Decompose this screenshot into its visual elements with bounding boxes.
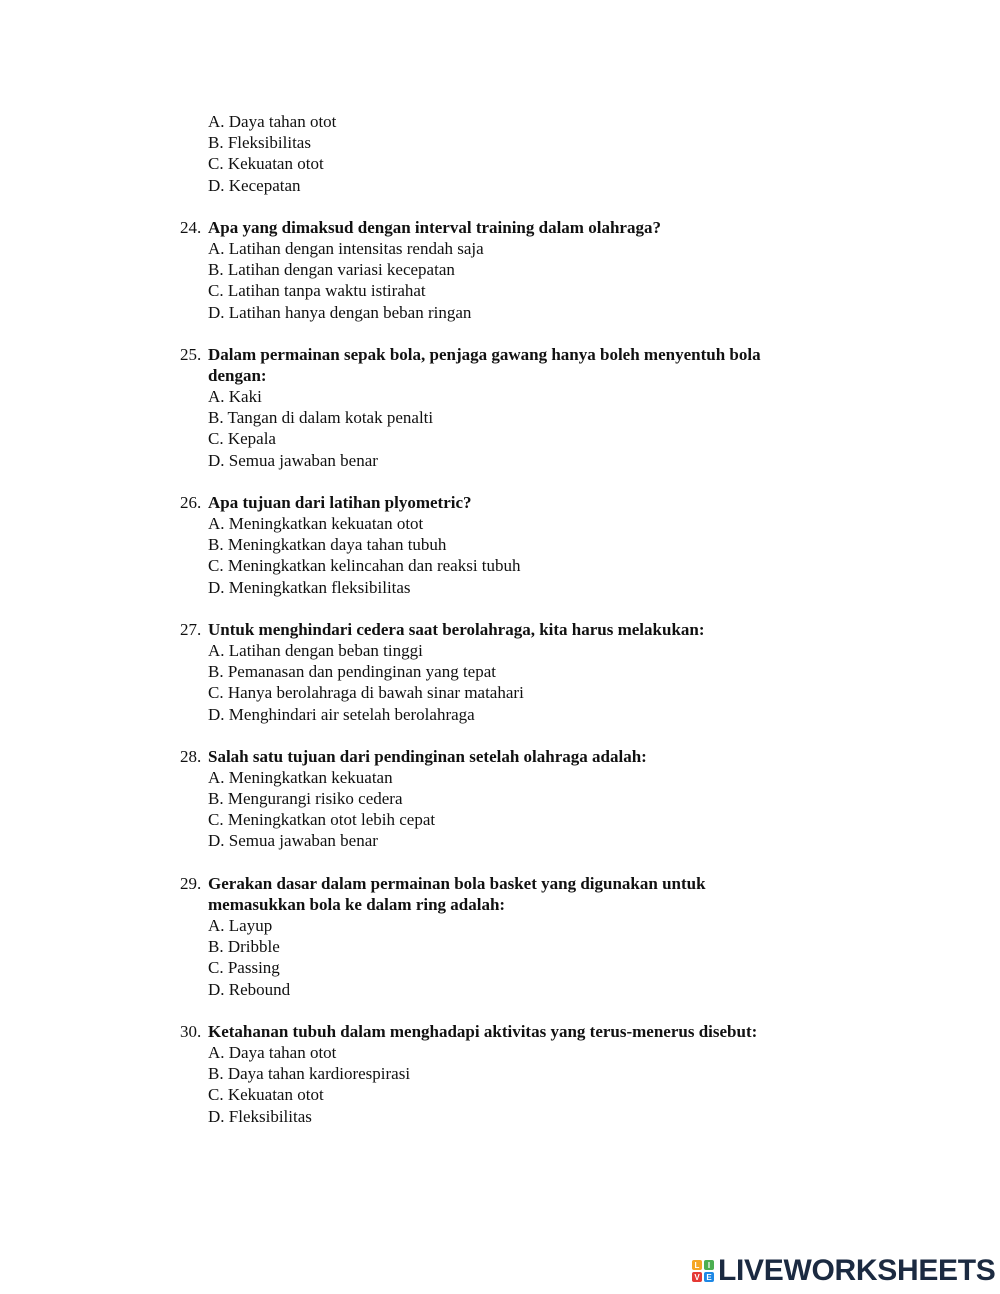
option-item: B. Fleksibilitas: [208, 133, 311, 153]
option-item: B. Meningkatkan daya tahan tubuh: [208, 535, 447, 555]
option-item: A. Latihan dengan intensitas rendah saja: [208, 238, 484, 258]
worksheet-content: [0, 111, 1000, 1148]
question-block: [0, 492, 1000, 598]
option-item: C. Kekuatan otot: [208, 1085, 324, 1105]
logo-mark-tile: E: [704, 1272, 714, 1282]
option-item: C. Kekuatan otot: [208, 154, 324, 174]
option-item: B. Dribble: [208, 937, 280, 957]
question-number: 26.: [180, 492, 202, 512]
option-item: C. Hanya berolahraga di bawah sinar matahari: [208, 683, 524, 703]
question-line: [0, 217, 1000, 238]
question-number: 30.: [180, 1021, 202, 1041]
question-text: Untuk menghindari cedera saat berolahraga, kita harus melakukan:: [208, 619, 705, 639]
question-text: dengan:: [208, 365, 267, 385]
option-item: D. Fleksibilitas: [208, 1106, 312, 1126]
option-item: A. Kaki: [208, 387, 262, 407]
option-item: A. Daya tahan otot: [208, 112, 337, 131]
question-text: Apa yang dimaksud dengan interval training dalam olahraga?: [208, 217, 661, 237]
option-item: A. Meningkatkan kekuatan otot: [208, 514, 424, 533]
question-number: 25.: [180, 344, 202, 364]
option-item: B. Pemanasan dan pendinginan yang tepat: [208, 662, 496, 682]
option-item: C. Kepala: [208, 429, 276, 449]
option-item: D. Menghindari air setelah berolahraga: [208, 704, 475, 724]
logo-mark-tile: L: [692, 1260, 702, 1270]
question-text: Gerakan dasar dalam permainan bola basket yang digunakan untuk: [208, 873, 706, 893]
option-item: D. Kecepatan: [208, 175, 301, 195]
question-number: 24.: [180, 217, 202, 237]
option-item: B. Latihan dengan variasi kecepatan: [208, 260, 455, 280]
question-line: [0, 746, 1000, 767]
question-block: [0, 1021, 1000, 1127]
logo-mark-tile: I: [704, 1260, 714, 1270]
question-line: [0, 365, 1000, 386]
option-item: D. Semua jawaban benar: [208, 450, 378, 470]
option-item: A. Meningkatkan kekuatan: [208, 767, 393, 787]
question-text: Salah satu tujuan dari pendinginan setelah olahraga adalah:: [208, 746, 647, 766]
logo-mark-tile: V: [692, 1272, 702, 1282]
question-block: [0, 873, 1000, 1000]
question-text: memasukkan bola ke dalam ring adalah:: [208, 894, 506, 914]
question-list: [0, 217, 1000, 1127]
option-item: C. Meningkatkan otot lebih cepat: [208, 810, 436, 830]
option-item: D. Semua jawaban benar: [208, 831, 378, 851]
option-item: A. Daya tahan otot: [208, 1042, 337, 1062]
question-block: [0, 619, 1000, 725]
option-item: D. Rebound: [208, 979, 291, 999]
option-item: C. Meningkatkan kelincahan dan reaksi tubuh: [208, 556, 521, 576]
option-item: A. Layup: [208, 916, 273, 935]
partial-question-options: [0, 111, 1000, 196]
question-text: Ketahanan tubuh dalam menghadapi aktivitas yang terus-menerus disebut:: [208, 1021, 758, 1041]
option-item: C. Latihan tanpa waktu istirahat: [208, 281, 426, 301]
logo-text: LIVEWORKSHEETS: [718, 1254, 996, 1287]
question-text: Dalam permainan sepak bola, penjaga gawang hanya boleh menyentuh bola: [208, 344, 761, 364]
option-item: D. Latihan hanya dengan beban ringan: [208, 302, 472, 322]
question-block: [0, 344, 1000, 471]
option-item: B. Tangan di dalam kotak penalti: [208, 408, 434, 428]
liveworksheets-logo: [692, 1254, 996, 1288]
option-item: D. Meningkatkan fleksibilitas: [208, 577, 411, 597]
question-text: Apa tujuan dari latihan plyometric?: [208, 492, 472, 512]
question-line: [0, 619, 1000, 640]
option-item: C. Passing: [208, 958, 280, 978]
question-number: 27.: [180, 619, 202, 639]
question-number: 28.: [180, 746, 202, 766]
option-item: B. Mengurangi risiko cedera: [208, 789, 403, 809]
question-line: [0, 894, 1000, 915]
question-line: [0, 344, 1000, 365]
option-item: B. Daya tahan kardiorespirasi: [208, 1064, 411, 1084]
question-number: 29.: [180, 873, 202, 893]
liveworksheets-mark-icon: [692, 1260, 714, 1282]
option-item: A. Latihan dengan beban tinggi: [208, 640, 423, 660]
question-line: [0, 492, 1000, 513]
question-line: [0, 873, 1000, 894]
question-block: [0, 746, 1000, 852]
question-line: [0, 1021, 1000, 1042]
question-block: [0, 217, 1000, 323]
